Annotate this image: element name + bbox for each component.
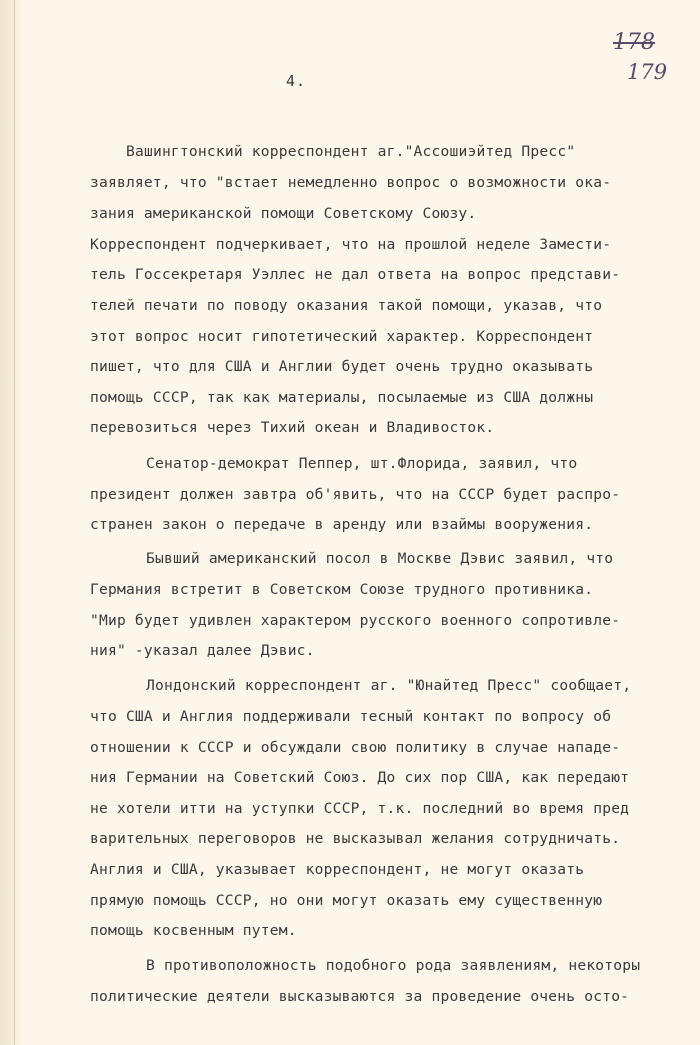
page-binding-edge (0, 0, 22, 1045)
text-line: Лондонский корреспондент аг. "Юнайтед Пресс" сообщает, (146, 677, 632, 694)
text-line: Сенатор-демократ Пеппер, шт.Флорида, заявил, что (146, 455, 578, 472)
text-line: президент должен завтра об'явить, что на СССР будет распро- (90, 486, 621, 503)
text-line: тель Госсекретаря Уэллес не дал ответа на вопрос представи- (90, 266, 621, 283)
text-line: Германия встретит в Советском Союзе трудного противника. (90, 581, 594, 598)
text-line: телей печати по поводу оказания такой помощи, указав, что (90, 297, 603, 314)
text-line: Англия и США, указывает корреспондент, не могут оказать (90, 861, 585, 878)
text-line: "Мир будет удивлен характером русского военного сопротивле- (90, 612, 621, 629)
archive-number-crossed: 178 (613, 30, 655, 55)
text-line: зания американской помощи Советскому Союзу. (90, 205, 477, 222)
text-line: В противоположность подобного рода заявлениям, некоторы (146, 957, 641, 974)
text-line: странен закон о передаче в аренду или взаймы вооружения. (90, 516, 594, 533)
text-line: пишет, что для США и Англии будет очень трудно оказывать (90, 358, 594, 375)
text-line: этот вопрос носит гипотетический характер. Корреспондент (90, 328, 594, 345)
text-line: Корреспондент подчеркивает, что на прошлой неделе Замести- (90, 236, 612, 253)
text-line: помощь СССР, так как материалы, посылаемые из США должны (90, 389, 594, 406)
text-line: перевозиться через Тихий океан и Владивосток. (90, 419, 495, 436)
text-line: не хотели итти на уступки СССР, т.к. последний во время пред (90, 800, 630, 817)
text-line: помощь косвенным путем. (90, 922, 297, 939)
text-line: отношении к СССР и обсуждали свою политику в случае нападе- (90, 739, 621, 756)
text-line: Бывший американский посол в Москве Дэвис заявил, что (146, 550, 614, 567)
text-line: варительных переговоров не высказывал желания сотрудничать. (90, 830, 621, 847)
text-line: что США и Англия поддерживали тесный контакт по вопросу об (90, 708, 612, 725)
text-line: прямую помощь СССР, но они могут оказать ему существенную (90, 892, 603, 909)
archive-number-current: 179 (627, 60, 668, 84)
binding-fold-line (14, 0, 15, 1045)
text-line: ния Германии на Советский Союз. До сих пор США, как передают (90, 769, 630, 786)
text-line: заявляет, что "встает немедленно вопрос о возможности ока- (90, 174, 612, 191)
text-line: политические деятели высказываются за проведение очень осто- (90, 988, 630, 1005)
page-number: 4. (286, 72, 307, 90)
text-line: Вашингтонский корреспондент аг."Ассошиэйтед Пресс" (126, 143, 576, 160)
text-line: ния" -указал далее Дэвис. (90, 642, 315, 659)
